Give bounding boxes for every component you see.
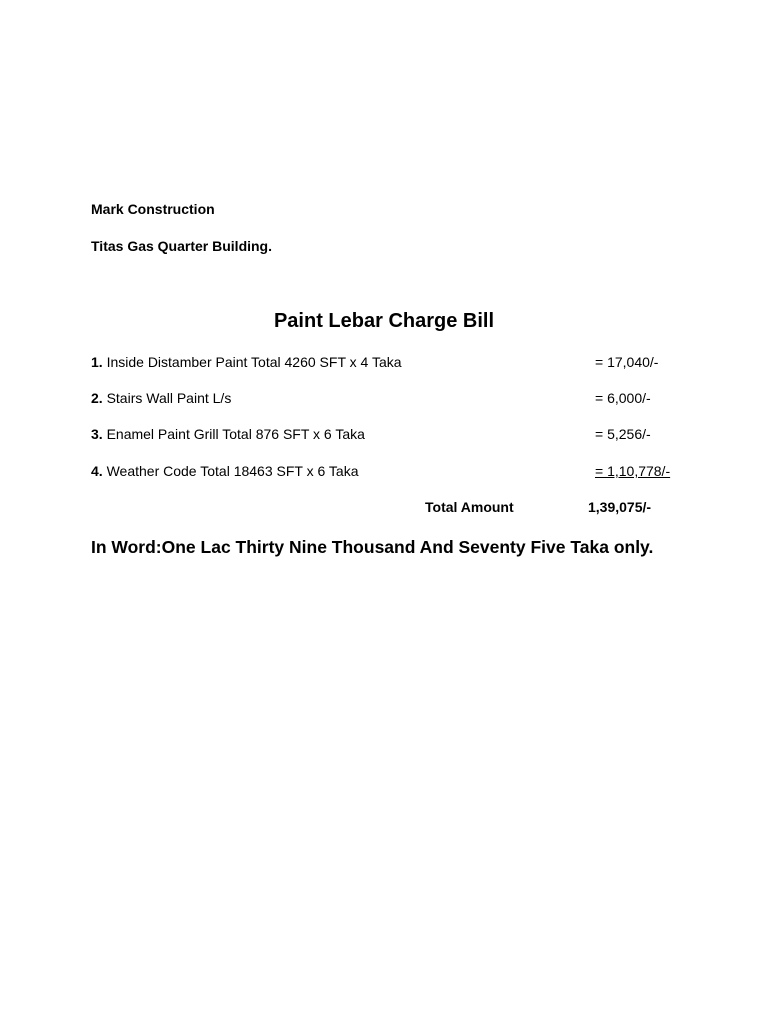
item-amount: = 6,000/-: [595, 390, 651, 406]
item-number: 4.: [91, 463, 103, 479]
amount-in-words: In Word:One Lac Thirty Nine Thousand And Seventy Five Taka only.: [91, 537, 654, 557]
item-amount: = 5,256/-: [595, 426, 651, 442]
bill-item: [91, 463, 691, 483]
item-amount: = 1,10,778/-: [595, 463, 671, 479]
total-label: Total Amount: [425, 499, 514, 515]
item-amount: = 17,040/-: [595, 354, 659, 370]
company-name: Mark Construction: [91, 201, 215, 217]
bill-item: [91, 390, 691, 410]
item-description: Inside Distamber Paint Total 4260 SFT x 4 Taka: [102, 354, 402, 370]
item-description: Weather Code Total 18463 SFT x 6 Taka: [102, 463, 359, 479]
bill-item: [91, 426, 691, 446]
item-number: 2.: [91, 390, 103, 406]
bill-item: [91, 354, 691, 374]
item-description: Enamel Paint Grill Total 876 SFT x 6 Taka: [102, 426, 365, 442]
item-description: Stairs Wall Paint L/s: [102, 390, 232, 406]
total-value: 1,39,075/-: [588, 499, 652, 515]
document-title: Paint Lebar Charge Bill: [273, 310, 495, 332]
item-number: 3.: [91, 426, 103, 442]
item-number: 1.: [91, 354, 103, 370]
building-name: Titas Gas Quarter Building.: [91, 238, 273, 254]
